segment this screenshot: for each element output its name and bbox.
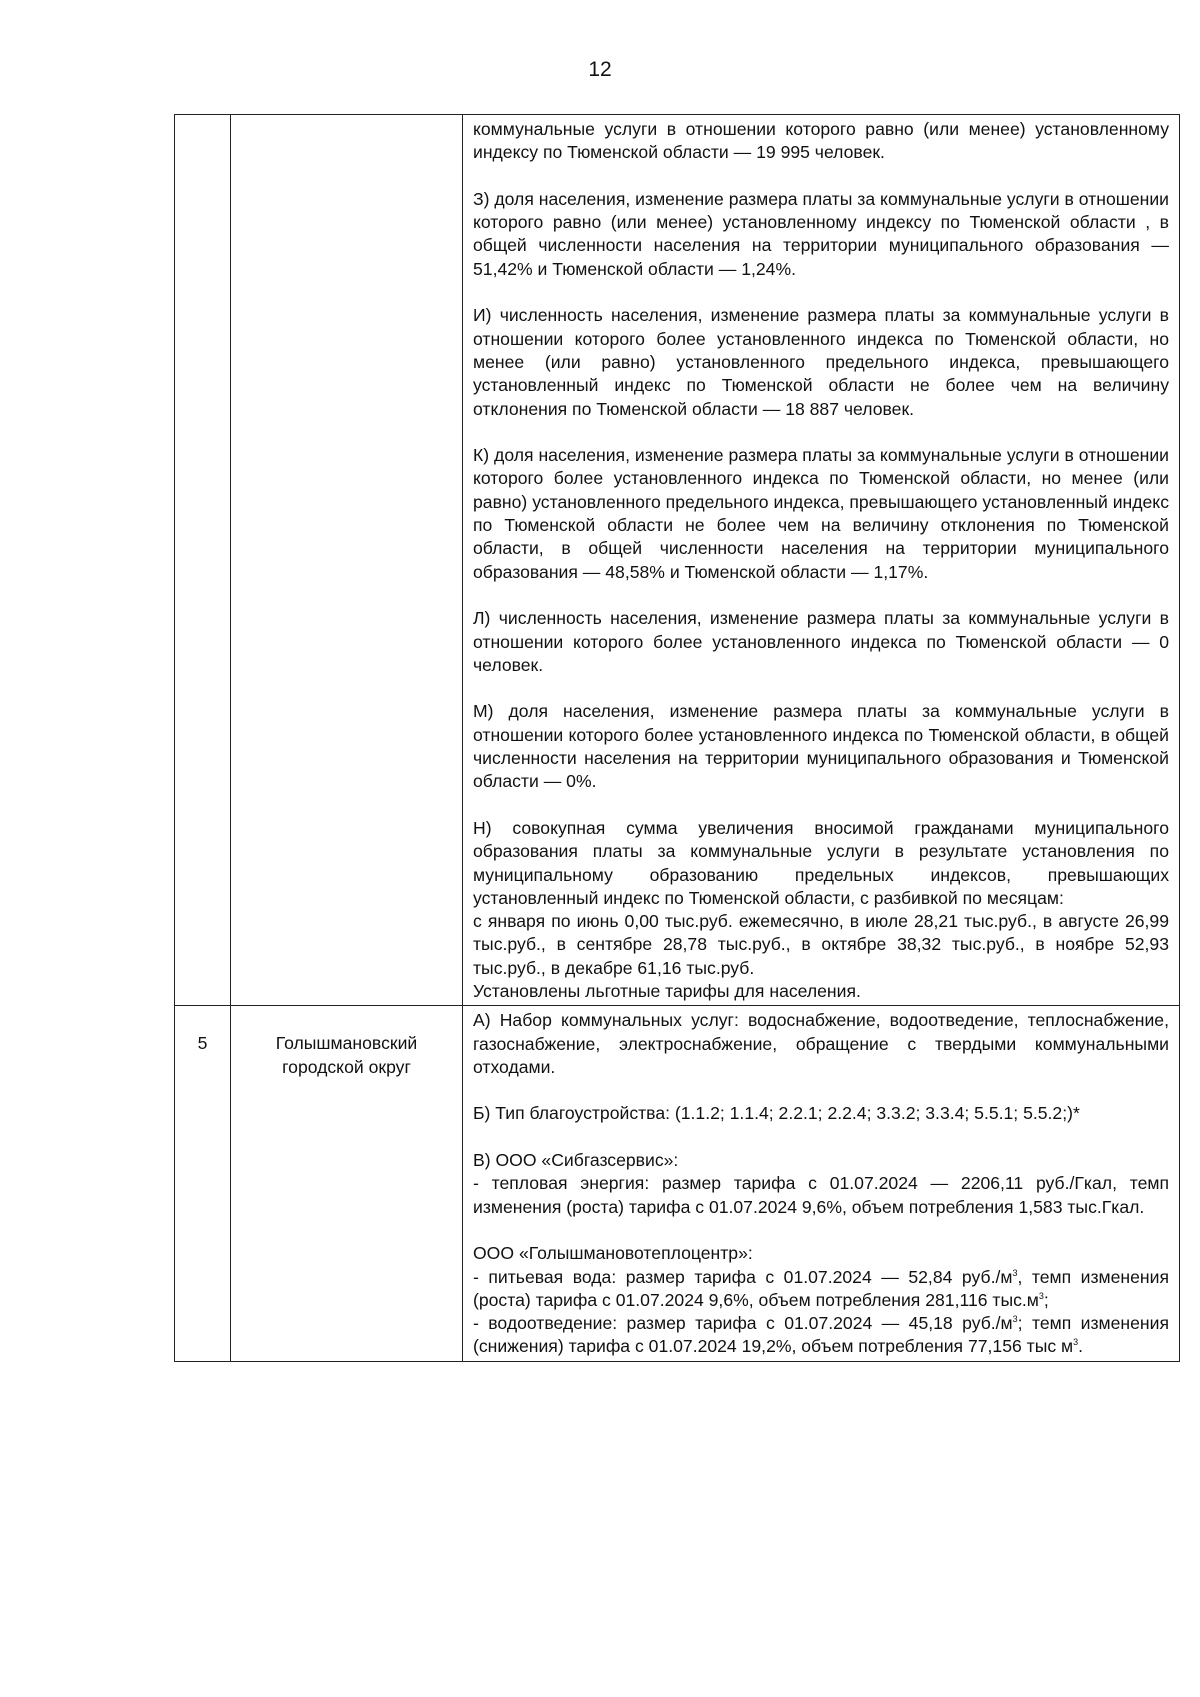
- municipality-name-line: Голышмановский: [275, 1033, 418, 1054]
- municipality-cell: [231, 1006, 463, 1361]
- document-table: [174, 114, 1180, 1362]
- paragraph: Н) совокупная сумма увеличения вносимой гражданами муниципального образования платы за коммунальные услуги в результате установления по муниципальному образованию предельных индексов, превышающих установленный индекс по Тюменской области, с разбивкой по месяцам:: [473, 817, 1169, 908]
- description-cell: [463, 1006, 1180, 1361]
- table-row: [175, 1006, 1180, 1361]
- paragraph: К) доля населения, изменение размера платы за коммунальные услуги в отношении которого более установленного индекса по Тюменской области, но менее (или равно) установленного предельного индекса, превышающего установленный индекс по Тюменской области не более чем на величину отклонения по Тюменской области, в общей численности населения на территории муниципального образования — 48,58% и Тюменской области — 1,17%.: [473, 445, 1169, 582]
- paragraph: - тепловая энергия: размер тарифа с 01.07.2024 — 2206,11 руб./Гкал, темп изменения (роста) тарифа с 01.07.2024 9,6%, объем потребления 1,583 тыс.Гкал.: [473, 1173, 1169, 1217]
- description-cell: [463, 115, 1180, 1006]
- paragraph: И) численность населения, изменение размера платы за коммунальные услуги в отношении которого более установленного индекса по Тюменской области, но менее (или равно) установленного предельного индекса, превышающего установленный индекс по Тюменской области не более чем на величину отклонения по Тюменской области — 18 887 человек.: [473, 305, 1169, 419]
- paragraph: В) ООО «Сибгазсервис»:: [473, 1150, 679, 1171]
- municipality-cell: [231, 115, 463, 1006]
- paragraph: с января по июнь 0,00 тыс.руб. ежемесячно, в июле 28,21 тыс.руб., в августе 26,99 тыс.руб., в сентябре 28,78 тыс.руб., в октябре 38,32 тыс.руб., в ноябре 52,93 тыс.руб., в декабре 61,16 тыс.руб.: [473, 911, 1169, 978]
- paragraph: коммунальные услуги в отношении которого равно (или менее) установленному индексу по Тюменской области — 19 995 человек.: [473, 119, 1169, 163]
- page-number: 12: [588, 58, 612, 81]
- paragraph: М) доля населения, изменение размера платы за коммунальные услуги в отношении которого более установленного индекса по Тюменской области, в общей численности населения на территории муниципального образования и Тюменской области — 0%.: [473, 701, 1169, 792]
- paragraph: - водоотведение: размер тарифа с 01.07.2024 — 45,18 $руб./м^3$; темп изменения (снижения) тарифа с 01.07.2024 19,2%, объем потребления 77,156 тыс $м^3$.: [473, 1313, 1169, 1357]
- paragraph: Л) численность населения, изменение размера платы за коммунальные услуги в отношении которого более установленного индекса по Тюменской области — 0 человек.: [473, 608, 1169, 675]
- paragraph: ООО «Голышмановотеплоцентр»:: [473, 1243, 753, 1264]
- row-number-cell: 5: [175, 1006, 231, 1361]
- municipality-name-line: городской округ: [282, 1056, 411, 1077]
- superscript: 3: [1012, 1314, 1018, 1325]
- superscript: 3: [1012, 1267, 1018, 1278]
- row-number-cell: [175, 115, 231, 1006]
- superscript: 3: [1073, 1337, 1079, 1348]
- paragraph: З) доля населения, изменение размера платы за коммунальные услуги в отношении которого равно (или менее) установленному индексу по Тюменской области , в общей численности населения на территории муниципального образования — 51,42% и Тюменской области — 1,24%.: [473, 188, 1169, 279]
- paragraph: - питьевая вода: размер тарифа с 01.07.2024 — 52,84 $руб./м^3$, темп изменения (роста) тарифа с 01.07.2024 9,6%, объем потребления 281,116 $тыс.м^3$;: [473, 1266, 1170, 1310]
- paragraph: Б) Тип благоустройства: (1.1.2; 1.1.4; 2.2.1; 2.2.4; 3.3.2; 3.3.4; 5.5.1; 5.5.2;)*: [473, 1103, 1080, 1124]
- superscript: 3: [1038, 1290, 1044, 1301]
- paragraph: А) Набор коммунальных услуг: водоснабжение, водоотведение, теплоснабжение, газоснабжение, электроснабжение, обращение с твердыми коммунальными отходами.: [473, 1010, 1169, 1077]
- table-row: [175, 115, 1180, 1006]
- paragraph: Установлены льготные тарифы для населения.: [473, 980, 861, 1001]
